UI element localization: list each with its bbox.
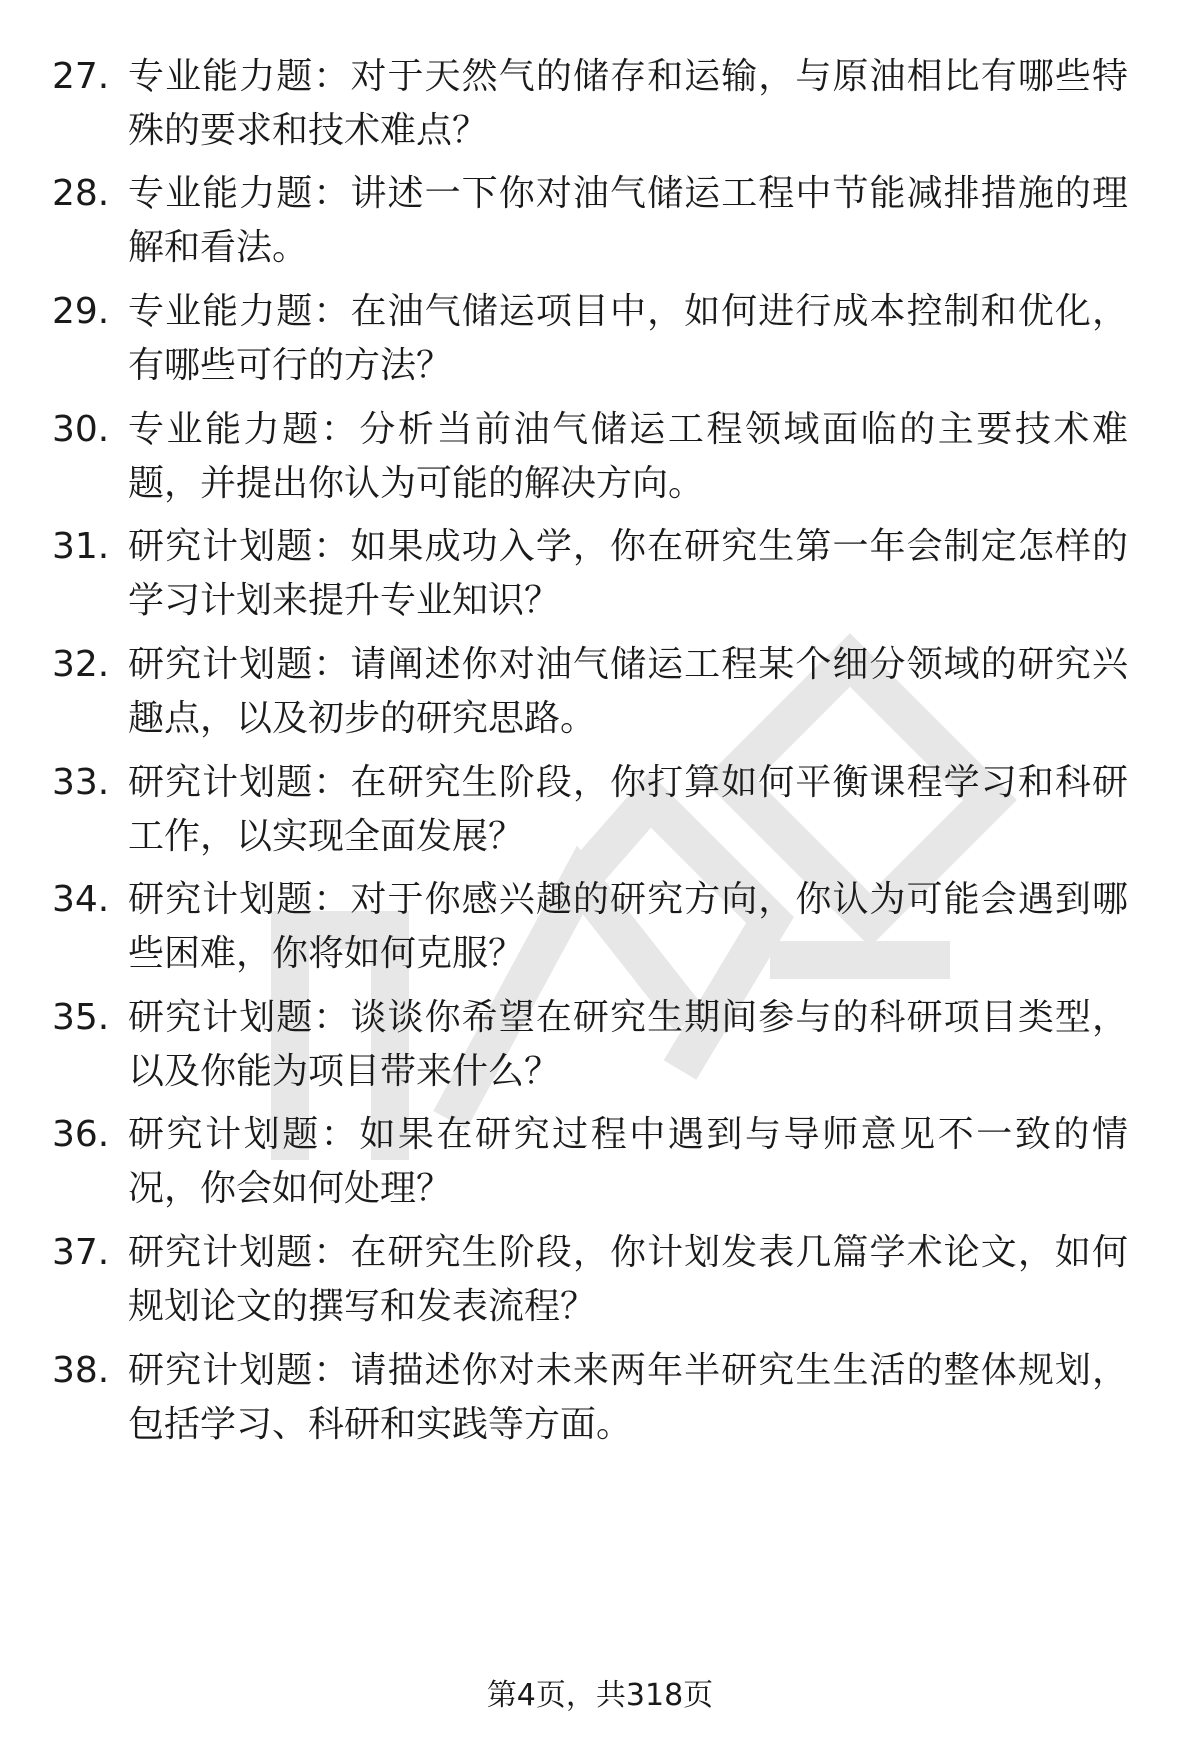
question-item bbox=[52, 873, 1152, 981]
page-footer bbox=[0, 1676, 1200, 1716]
question-text: 专业能力题：在油气储运项目中，如何进行成本控制和优化，有哪些可行的方法？ bbox=[128, 291, 1128, 386]
question-number: 33. bbox=[52, 762, 110, 803]
question-text: 研究计划题：在研究生阶段，你打算如何平衡课程学习和科研工作，以实现全面发展？ bbox=[128, 762, 1128, 857]
question-text: 研究计划题：请阐述你对油气储运工程某个细分领域的研究兴趣点，以及初步的研究思路。 bbox=[128, 644, 1128, 739]
question-number: 35. bbox=[52, 997, 110, 1038]
question-text: 研究计划题：在研究生阶段，你计划发表几篇学术论文，如何规划论文的撰写和发表流程？ bbox=[128, 1232, 1128, 1327]
question-item bbox=[52, 991, 1152, 1099]
question-number: 29. bbox=[52, 291, 110, 332]
question-item bbox=[52, 638, 1152, 746]
question-text: 研究计划题：谈谈你希望在研究生期间参与的科研项目类型，以及你能为项目带来什么？ bbox=[128, 997, 1128, 1092]
question-number: 32. bbox=[52, 644, 110, 685]
question-number: 34. bbox=[52, 879, 110, 920]
question-item bbox=[52, 403, 1152, 511]
question-number: 28. bbox=[52, 173, 110, 214]
question-text: 专业能力题：讲述一下你对油气储运工程中节能减排措施的理解和看法。 bbox=[128, 173, 1128, 268]
question-text: 研究计划题：如果成功入学，你在研究生第一年会制定怎样的学习计划来提升专业知识？ bbox=[128, 526, 1128, 621]
question-text: 研究计划题：请描述你对未来两年半研究生生活的整体规划，包括学习、科研和实践等方面。 bbox=[128, 1350, 1128, 1445]
question-number: 36. bbox=[52, 1114, 110, 1155]
question-number: 30. bbox=[52, 409, 110, 450]
question-item bbox=[52, 50, 1152, 158]
question-text: 专业能力题：分析当前油气储运工程领域面临的主要技术难题，并提出你认为可能的解决方向。 bbox=[128, 409, 1128, 504]
question-item bbox=[52, 167, 1152, 275]
question-item bbox=[52, 1226, 1152, 1334]
question-item bbox=[52, 1108, 1152, 1216]
question-text: 专业能力题：对于天然气的储存和运输，与原油相比有哪些特殊的要求和技术难点？ bbox=[128, 56, 1128, 151]
question-number: 38. bbox=[52, 1350, 110, 1391]
question-item bbox=[52, 756, 1152, 864]
question-number: 37. bbox=[52, 1232, 110, 1273]
page-number-label: 第4页，共318页 bbox=[486, 1678, 714, 1713]
question-item bbox=[52, 520, 1152, 628]
question-item bbox=[52, 1344, 1152, 1452]
question-text: 研究计划题：如果在研究过程中遇到与导师意见不一致的情况，你会如何处理？ bbox=[128, 1114, 1128, 1209]
question-number: 27. bbox=[52, 56, 110, 97]
question-text: 研究计划题：对于你感兴趣的研究方向，你认为可能会遇到哪些困难，你将如何克服？ bbox=[128, 879, 1128, 974]
question-number: 31. bbox=[52, 526, 110, 567]
question-item bbox=[52, 285, 1152, 393]
